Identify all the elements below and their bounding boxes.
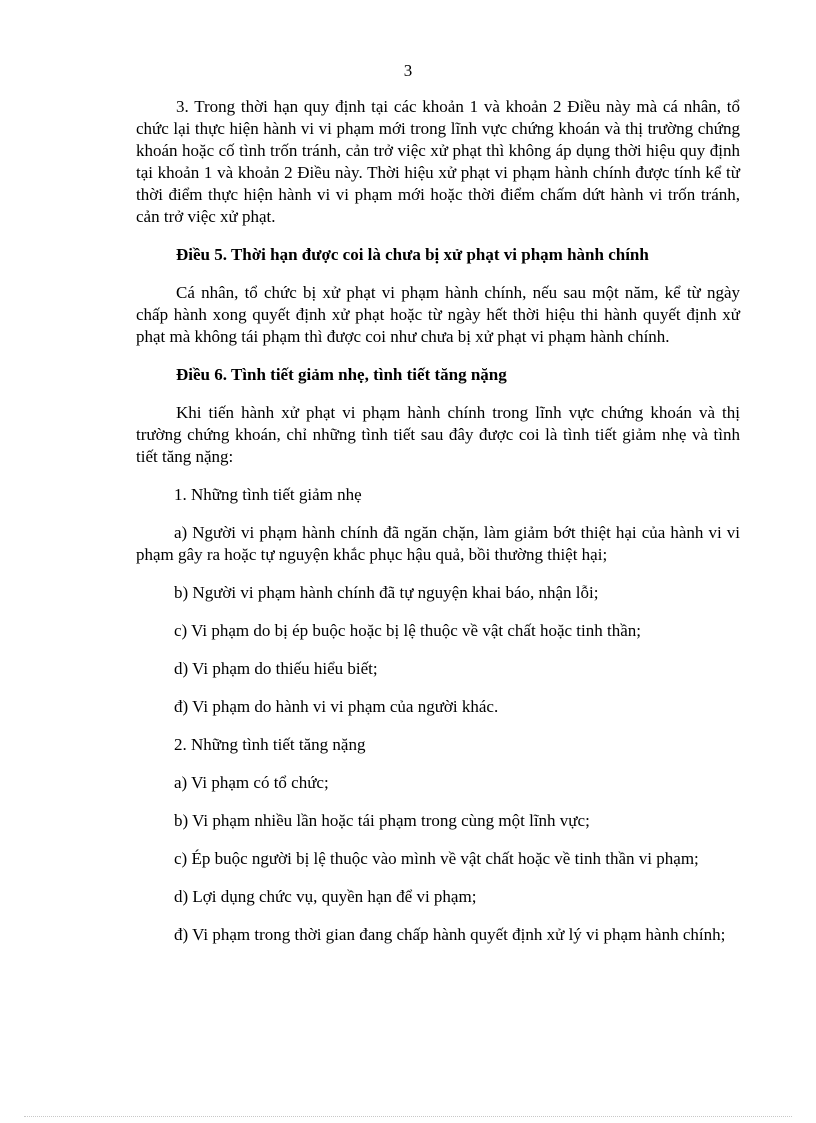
aggravating-item-a: a) Vi phạm có tổ chức; xyxy=(174,773,329,792)
document-body xyxy=(136,96,740,962)
mitigating-item-dd: đ) Vi phạm do hành vi vi phạm của người khác. xyxy=(174,697,499,716)
article-6-intro: Khi tiến hành xử phạt vi phạm hành chính trong lĩnh vực chứng khoán và thị trường chứng khoán, chỉ những tình tiết sau đây được coi là tình tiết giảm nhẹ và tình tiết tăng nặng: xyxy=(136,403,740,466)
article-5-heading: Điều 5. Thời hạn được coi là chưa bị xử phạt vi phạm hành chính xyxy=(176,245,649,264)
article-5-paragraph: Cá nhân, tổ chức bị xử phạt vi phạm hành chính, nếu sau một năm, kể từ ngày chấp hành xong quyết định xử phạt hoặc từ ngày hết thời hiệu thi hành quyết định xử phạt mà không tái phạm thì được coi như chưa bị xử phạt vi phạm hành chính. xyxy=(136,283,740,346)
aggravating-item-dd: đ) Vi phạm trong thời gian đang chấp hành quyết định xử lý vi phạm hành chính; xyxy=(174,925,726,944)
mitigating-item-a: a) Người vi phạm hành chính đã ngăn chặn, làm giảm bớt thiệt hại của hành vi vi phạm gây ra hoặc tự nguyện khắc phục hậu quả, bồi thường thiệt hại; xyxy=(136,523,740,564)
paragraph-khoan-3: 3. Trong thời hạn quy định tại các khoản 1 và khoản 2 Điều này mà cá nhân, tổ chức lại thực hiện hành vi vi phạm mới trong lĩnh vực chứng khoán và thị trường chứng khoán hoặc cố tình trốn tránh, cản trở việc xử phạt thì không áp dụng thời hiệu quy định tại khoản 1 và khoản 2 Điều này. Thời hiệu xử phạt vi phạm hành chính được tính kể từ thời điểm thực hiện hành vi vi phạm mới hoặc thời điểm chấm dứt hành vi trốn tránh, cản trở việc xử phạt. xyxy=(136,97,740,226)
mitigating-item-d: d) Vi phạm do thiếu hiểu biết; xyxy=(174,659,378,678)
aggravating-item-c: c) Ép buộc người bị lệ thuộc vào mình về vật chất hoặc về tinh thần vi phạm; xyxy=(174,849,699,868)
page-bottom-divider xyxy=(24,1116,792,1117)
mitigating-item-b: b) Người vi phạm hành chính đã tự nguyện khai báo, nhận lỗi; xyxy=(174,583,599,602)
aggravating-heading: 2. Những tình tiết tăng nặng xyxy=(174,735,366,754)
aggravating-item-b: b) Vi phạm nhiều lần hoặc tái phạm trong cùng một lĩnh vực; xyxy=(174,811,590,830)
article-6-heading: Điều 6. Tình tiết giảm nhẹ, tình tiết tăng nặng xyxy=(176,365,507,384)
aggravating-item-d: d) Lợi dụng chức vụ, quyền hạn để vi phạm; xyxy=(174,887,477,906)
mitigating-heading: 1. Những tình tiết giảm nhẹ xyxy=(174,485,362,504)
mitigating-item-c: c) Vi phạm do bị ép buộc hoặc bị lệ thuộc về vật chất hoặc tinh thần; xyxy=(174,621,641,640)
page-number: 3 xyxy=(403,61,413,80)
